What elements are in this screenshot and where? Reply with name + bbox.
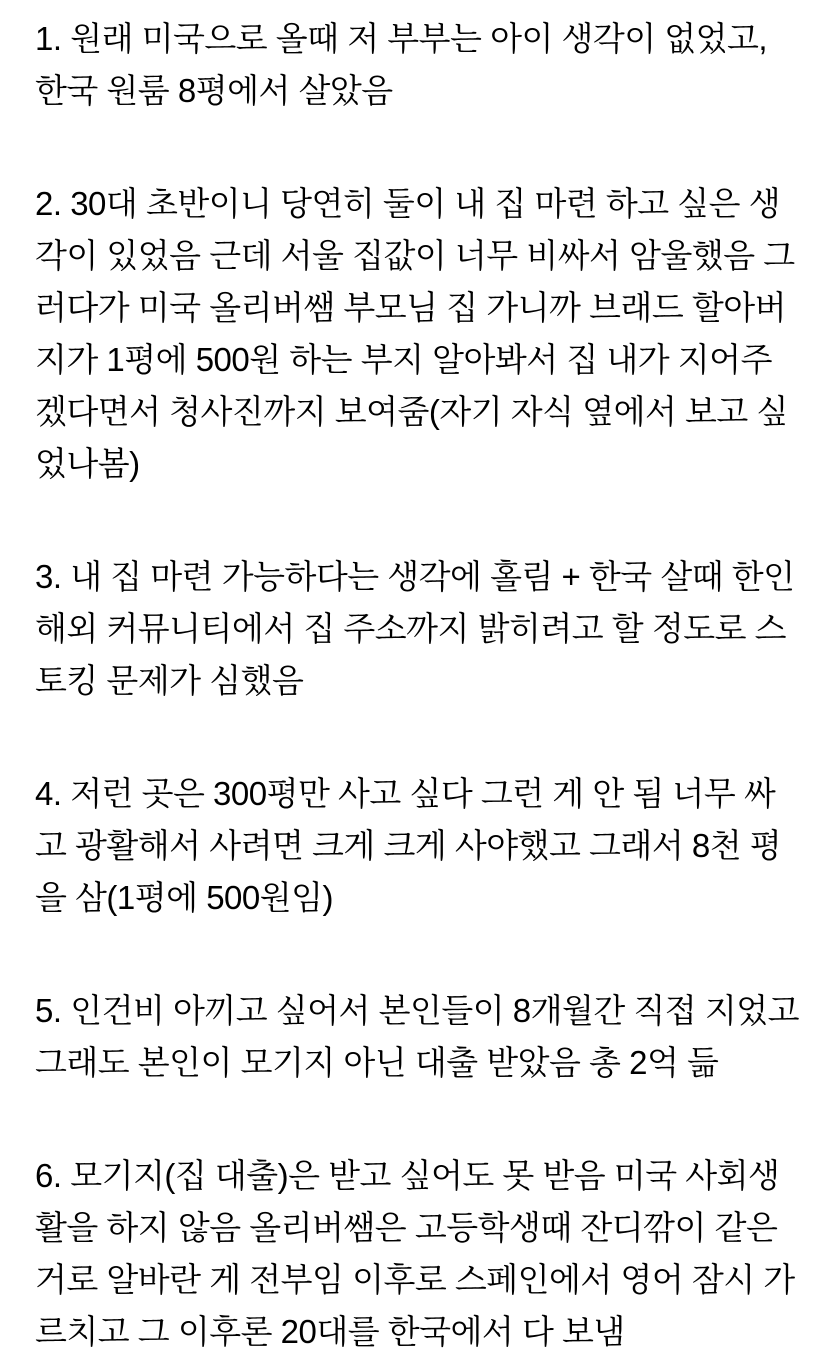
paragraph-1: 1. 원래 미국으로 올때 저 부부는 아이 생각이 없었고, 한국 원룸 8평에서 살았음 <box>35 20 768 109</box>
paragraph-3: 3. 내 집 마련 가능하다는 생각에 홀림 + 한국 살때 한인 해외 커뮤니티에서 집 주소까지 밝히려고 할 정도로 스토킹 문제가 심했음 <box>35 558 795 699</box>
paragraph-2: 2. 30대 초반이니 당연히 둘이 내 집 마련 하고 싶은 생각이 있었음 근데 서울 집값이 너무 비싸서 암울했음 그러다가 미국 올리버쌤 부모님 집 가니까 브래드 할아버지가 1평에 500원 하는 부지 알아봐서 집 내가 지어주겠다면서 청사진까지 보여줌(자기 자식 옆에서 보고 싶었나봄) <box>35 185 795 482</box>
paragraph-5: 5. 인건비 아끼고 싶어서 본인들이 8개월간 직접 지었고 그래도 본인이 모기지 아닌 대출 받았음 총 2억 듦 <box>35 992 799 1081</box>
paragraph-6: 6. 모기지(집 대출)은 받고 싶어도 못 받음 미국 사회생활을 하지 않음 올리버쌤은 고등학생때 잔디깎이 같은 거로 알바란 게 전부임 이후로 스페인에서 영어 잠시 가르치고 그 이후론 20대를 한국에서 다 보냄 <box>35 1157 795 1350</box>
paragraph-4: 4. 저런 곳은 300평만 사고 싶다 그런 게 안 됨 너무 싸고 광활해서 사려면 크게 크게 사야했고 그래서 8천 평을 삼(1평에 500원임) <box>35 775 782 916</box>
